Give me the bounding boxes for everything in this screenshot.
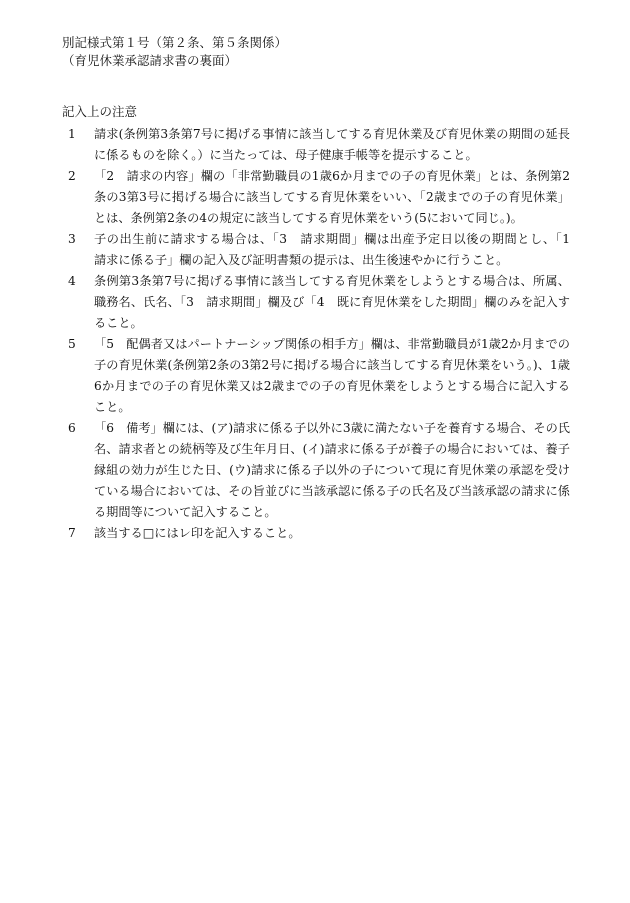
note-text: 子の出生前に請求する場合は、「3 請求期間」欄は出産予定日以後の期間とし、「1 請求に係る子」欄の記入及び証明書類の提示は、出生後速やかに行うこと。 (94, 232, 583, 267)
note-item-7 (62, 523, 570, 544)
note-number: 2 (68, 169, 76, 183)
note-item-3 (62, 229, 583, 271)
note-text: 請求(条例第3条第7号に掲げる事情に該当してする育児休業及び育児休業の期間の延長に係るものを除く。）に当たっては、母子健康手帳等を提示すること。 (94, 127, 570, 162)
note-text: 「2 請求の内容」欄の「非常勤職員の1歳6か月までの子の育児休業」とは、条例第2条の3第3号に掲げる場合に該当してする育児休業をいい、「2歳までの子の育児休業」とは、条例第2条の4の規定に該当してする育児休業をいう(5において同じ。)。 (94, 169, 570, 225)
form-subtitle: （育児休業承認請求書の裏面） (62, 53, 238, 68)
note-number: 5 (68, 337, 76, 351)
note-number: 4 (68, 274, 76, 288)
note-item-2 (62, 166, 570, 229)
note-number: 6 (68, 421, 76, 435)
note-text: 「5 配偶者又はパートナーシップ関係の相手方」欄は、非常勤職員が1歳2か月までの子の育児休業(条例第2条の3第2号に掲げる場合に該当してする育児休業をいう。)、1歳6か月までの子の育児休業又は2歳までの子の育児休業をしようとする場合に記入すること。 (94, 337, 570, 414)
note-item-1 (62, 124, 570, 166)
note-number: 1 (68, 127, 76, 141)
note-item-4 (62, 271, 570, 334)
section-title: 記入上の注意 (62, 104, 138, 119)
note-item-6 (62, 418, 570, 523)
form-header (62, 34, 287, 70)
form-number: 別記様式第１号（第２条、第５条関係） (62, 35, 288, 50)
note-text: 「6 備考」欄には、(ア)請求に係る子以外に3歳に満たない子を養育する場合、その氏名、請求者との続柄等及び生年月日、(イ)請求に係る子が養子の場合においては、養子縁組の効力が生じた日、(ウ)請求に係る子以外の子について現に育児休業の承認を受けている場合においては、その旨並びに当該承認に係る子の氏名及び当該承認の請求に係る期間等について記入すること。 (94, 421, 570, 519)
notes-list (62, 124, 583, 544)
note-text: 該当する□にはレ印を記入すること。 (94, 526, 301, 540)
note-number: 7 (68, 526, 76, 540)
note-item-5 (62, 334, 570, 418)
note-text: 条例第3条第7号に掲げる事情に該当してする育児休業をしようとする場合は、所属、職務名、氏名、「3 請求期間」欄及び「4 既に育児休業をした期間」欄のみを記入すること。 (94, 274, 570, 330)
note-number: 3 (68, 232, 76, 246)
